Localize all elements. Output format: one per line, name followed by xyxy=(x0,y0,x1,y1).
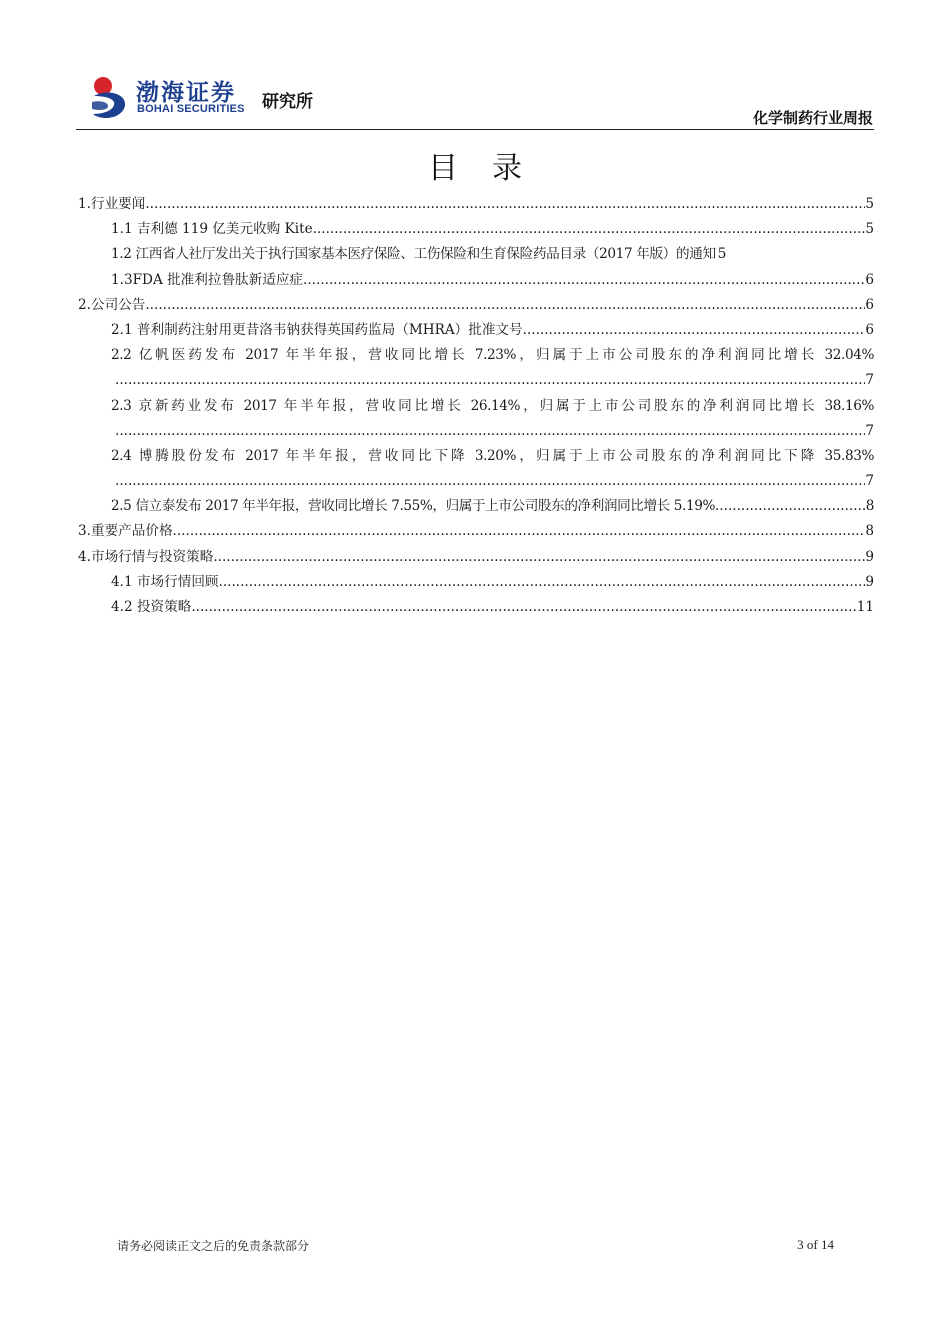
dot-leader xyxy=(313,217,866,242)
toc-entry-label: 4.2 投资策略 xyxy=(111,599,192,615)
toc-entry-2-2-continuation[interactable] xyxy=(78,368,874,393)
toc-entry-2-4[interactable] xyxy=(78,444,874,469)
toc-entry-2-3[interactable] xyxy=(78,394,874,419)
page-indicator: 3 of 14 xyxy=(797,1237,834,1252)
toc-entry-label: 4.市场行情与投资策略 xyxy=(78,548,214,565)
toc-entry-page: 7 xyxy=(865,372,874,389)
logo-chinese-name: 渤海证券 xyxy=(136,80,236,106)
bohai-securities-logo xyxy=(90,74,340,124)
toc-entry-2[interactable] xyxy=(78,293,874,318)
dot-leader xyxy=(219,570,866,595)
toc-entry-1-3[interactable] xyxy=(78,268,874,293)
dot-leader xyxy=(173,519,866,544)
table-of-contents xyxy=(78,192,874,620)
toc-entry-page: 9 xyxy=(865,573,874,590)
toc-entry-label: 1.3FDA 批准利拉鲁肽新适应症 xyxy=(111,271,304,288)
toc-entry-label: 3.重要产品价格 xyxy=(78,523,173,540)
toc-entry-label: 4.1 市场行情回顾 xyxy=(111,573,219,590)
footer-disclaimer: 请务必阅读正文之后的免责条款部分 xyxy=(117,1239,310,1253)
toc-entry-page: 5 xyxy=(717,246,727,263)
toc-entry-label: 1.行业要闻 xyxy=(78,196,146,212)
toc-entry-page: 5 xyxy=(865,196,874,212)
toc-entry-label: 1.1 吉利德 119 亿美元收购 Kite xyxy=(111,221,313,238)
toc-entry-label: 2.3 京新药业发布 2017 年半年报，营收同比增长 26.14%，归属于上市公司股东的净利润同比增长 38.16% xyxy=(111,397,874,414)
toc-entry-label: 2.2 亿帆医药发布 2017 年半年报，营收同比增长 7.23%，归属于上市公司股东的净利润同比增长 32.04% xyxy=(111,347,874,364)
toc-entry-1[interactable] xyxy=(78,192,874,217)
dot-leader xyxy=(213,545,865,570)
toc-entry-3[interactable] xyxy=(78,519,874,544)
toc-entry-1-2[interactable] xyxy=(78,242,874,267)
report-type: 化学制药行业周报 xyxy=(752,109,873,127)
bohai-logo-icon xyxy=(90,74,134,120)
toc-entry-4[interactable] xyxy=(78,545,874,570)
toc-entry-page: 6 xyxy=(865,271,874,288)
toc-entry-label: 2.1 普利制药注射用更昔洛韦钠获得英国药监局（MHRA）批准文号 xyxy=(111,321,523,338)
toc-entry-page: 7 xyxy=(865,473,874,490)
header-divider xyxy=(76,129,874,130)
dot-leader xyxy=(115,368,865,393)
toc-entry-page: 6 xyxy=(865,296,874,313)
toc-entry-page: 11 xyxy=(856,599,874,615)
toc-entry-page: 5 xyxy=(865,221,874,238)
toc-entry-page: 8 xyxy=(865,498,874,515)
toc-entry-2-1[interactable] xyxy=(78,318,874,343)
toc-entry-2-2[interactable] xyxy=(78,343,874,368)
dot-leader xyxy=(115,469,865,494)
logo-institute: 研究所 xyxy=(262,92,313,112)
toc-entry-2-5[interactable] xyxy=(78,494,874,519)
toc-entry-4-2[interactable] xyxy=(78,595,874,620)
toc-entry-page: 7 xyxy=(865,422,874,439)
toc-entry-label: 1.2 江西省人社厅发出关于执行国家基本医疗保险、工伤保险和生育保险药品目录（2017 年版）的通知 xyxy=(111,246,716,263)
toc-entry-page: 6 xyxy=(865,321,874,338)
dot-leader xyxy=(191,595,856,620)
dot-leader xyxy=(303,268,865,293)
dot-leader xyxy=(715,494,866,519)
toc-entry-2-4-continuation[interactable] xyxy=(78,469,874,494)
toc-entry-1-1[interactable] xyxy=(78,217,874,242)
dot-leader xyxy=(115,419,865,444)
page-title: 目录 xyxy=(428,151,556,186)
toc-entry-label: 2.公司公告 xyxy=(78,296,146,313)
dot-leader xyxy=(145,192,865,217)
toc-entry-page: 9 xyxy=(865,548,874,565)
logo-english-name: BOHAI SECURITIES xyxy=(137,103,245,115)
toc-entry-label: 2.4 博腾股份发布 2017 年半年报，营收同比下降 3.20%，归属于上市公司股东的净利润同比下降 35.83% xyxy=(111,447,874,464)
toc-entry-page: 8 xyxy=(865,523,874,540)
dot-leader xyxy=(523,318,866,343)
dot-leader xyxy=(145,293,865,318)
toc-entry-2-3-continuation[interactable] xyxy=(78,419,874,444)
toc-entry-4-1[interactable] xyxy=(78,570,874,595)
toc-entry-label: 2.5 信立泰发布 2017 年半年报，营收同比增长 7.55%，归属于上市公司股东的净利润同比增长 5.19% xyxy=(111,498,715,515)
